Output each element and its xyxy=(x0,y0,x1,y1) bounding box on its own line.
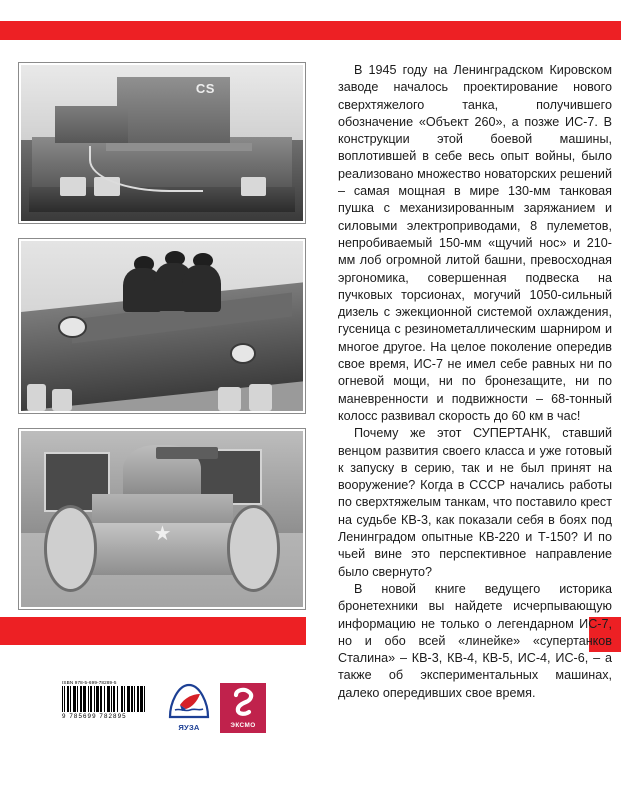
photo-column xyxy=(18,62,306,624)
yauza-logo-wordmark: ЯУЗА xyxy=(178,723,200,732)
photo-crew-on-tank-image xyxy=(21,241,303,411)
publisher-logo-yauza xyxy=(166,683,212,733)
photo2-headlight xyxy=(230,343,257,364)
photo1-bogie xyxy=(60,177,85,196)
photo1-cs-marking: CS xyxy=(195,80,215,96)
photo-crew-on-tank xyxy=(18,238,306,414)
blurb-paragraph-2: Почему же этот СУПЕРТАНК, ставший венцом развития своего класса и уже готовый к запуску в серию, так и не был принят на вооружение? Когда в СССР начались работы по сверхтяжелым танкам, что поставило крест на судьбе КВ-3, как показали себя в боях под Ленинградом опытные КВ-220 и Т-150? И по чьей вине это перспективное направление было свернуто? xyxy=(338,426,612,579)
barcode-bars xyxy=(62,686,148,712)
barcode-digits: 9 785699 782895 xyxy=(62,713,127,720)
eksmo-logo-icon xyxy=(220,685,266,718)
photo2-roadwheel xyxy=(218,387,241,411)
photo3-drive-sprocket xyxy=(44,505,98,592)
photo2-roadwheel xyxy=(27,384,47,411)
top-accent-bar xyxy=(0,21,621,40)
photo2-soldier xyxy=(182,265,221,313)
photo2-roadwheel xyxy=(52,389,72,411)
photo2-roadwheel xyxy=(249,384,272,411)
eksmo-logo-wordmark: ЭКСМО xyxy=(230,722,256,729)
isbn-label: ISBN 978-5-699-78289-5 xyxy=(62,680,117,685)
photo1-turret xyxy=(55,106,128,143)
photo-vickers-cs xyxy=(18,62,306,224)
photo-tank-front xyxy=(18,428,306,610)
photo3-drive-sprocket xyxy=(227,505,281,592)
photo-vickers-cs-image xyxy=(21,65,303,221)
isbn-barcode-block xyxy=(62,680,148,720)
blurb-paragraph-1: В 1945 году на Ленинградском Кировском заводе началось проектирование нового сверхтяжелого танка, получившего обозначение «Объект 260», а позже ИС-7. В конструкции этой боевой машины, воплотившей в себе весь опыт войны, было реализовано множество новаторских решений – самая мощная в мире 130-мм танковая пушка с механизированным заряжанием и силовыми электроприводами, 8 пулеметов, непробиваемый 150-мм «щучий нос» и 210-мм лоб огромной литой башни, превосходная эргономика, совершенная подвеска на пучковых торсионах, могучий 1050-сильный дизель с эжекционной системой охлаждения, гусеница с резинометаллическим шарниром и многое другое. На целое поколение опередив свое время, ИС-7 не имел себе равных ни по огневой мощи, ни по бронезащите, ни по маневренности и подвижности – 68-тонный колосс развивал скорость до 60 км в час! xyxy=(338,63,612,423)
photo3-gun-barrel xyxy=(156,447,218,459)
bottom-matter xyxy=(62,680,312,750)
back-cover-blurb xyxy=(338,62,612,702)
publisher-logo-eksmo xyxy=(220,683,266,733)
photo1-bogie xyxy=(241,177,266,196)
photo-tank-front-image: ★ xyxy=(21,431,303,607)
blurb-paragraph-3: В новой книге ведущего историка бронетехники вы найдете исчерпывающую информацию не только о легендарном ИС-7, но и обо всей «линейке» «супертанков Сталина» – КВ-3, КВ-4, КВ-5, ИС-4, ИС-6, – а также об экспериментальных машинах, далеко опередивших свое время. xyxy=(338,581,612,700)
